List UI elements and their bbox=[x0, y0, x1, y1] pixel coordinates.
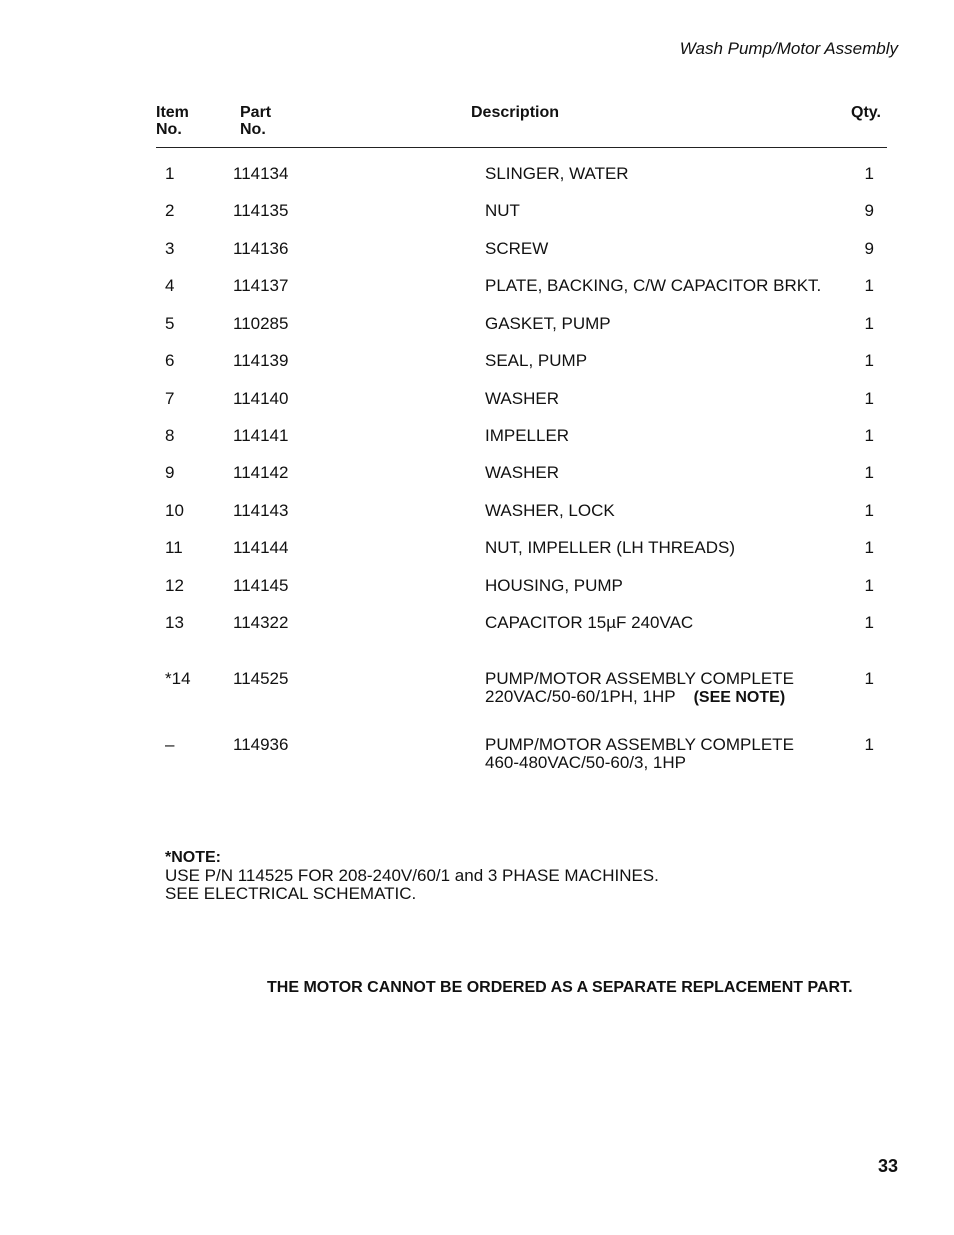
description bbox=[485, 390, 845, 408]
item-number: 7 bbox=[165, 389, 175, 408]
item-number: 6 bbox=[165, 351, 175, 370]
quantity: 9 bbox=[864, 201, 874, 220]
description bbox=[485, 614, 845, 632]
part-number: 114144 bbox=[233, 538, 289, 557]
description-line bbox=[485, 240, 845, 258]
description-text: NUT, IMPELLER (LH THREADS) bbox=[485, 538, 736, 557]
column-header-item-line1: Item bbox=[156, 104, 189, 121]
description bbox=[485, 577, 845, 595]
description-text: 220VAC/50-60/1PH, 1HP bbox=[485, 687, 676, 706]
description bbox=[485, 202, 845, 220]
page-header-title: Wash Pump/Motor Assembly bbox=[679, 39, 898, 58]
item-number: *14 bbox=[165, 669, 191, 688]
description bbox=[485, 427, 845, 445]
description-text: SEAL, PUMP bbox=[485, 351, 588, 370]
part-number: 114143 bbox=[233, 501, 289, 520]
description-line bbox=[485, 502, 845, 520]
part-number: 110285 bbox=[233, 314, 289, 333]
description bbox=[485, 277, 845, 295]
description-line bbox=[485, 352, 845, 370]
column-header-qty: Qty. bbox=[851, 104, 881, 121]
description-text: PUMP/MOTOR ASSEMBLY COMPLETE bbox=[485, 735, 794, 754]
description-text: WASHER bbox=[485, 389, 559, 408]
description bbox=[485, 502, 845, 520]
item-number: 13 bbox=[165, 613, 184, 632]
description-text: NUT bbox=[485, 201, 520, 220]
description-text: SCREW bbox=[485, 239, 549, 258]
description-text: IMPELLER bbox=[485, 426, 570, 445]
description bbox=[485, 670, 845, 707]
quantity: 1 bbox=[864, 276, 874, 295]
part-number: 114135 bbox=[233, 201, 289, 220]
part-number: 114134 bbox=[233, 164, 289, 183]
description bbox=[485, 539, 845, 557]
quantity: 1 bbox=[864, 463, 874, 482]
quantity: 1 bbox=[864, 669, 874, 688]
item-number: 1 bbox=[165, 164, 175, 183]
item-number: 5 bbox=[165, 314, 175, 333]
part-number: 114140 bbox=[233, 389, 289, 408]
part-number: 114142 bbox=[233, 463, 289, 482]
description-line bbox=[485, 754, 845, 772]
description-line bbox=[485, 614, 845, 632]
description-text: PUMP/MOTOR ASSEMBLY COMPLETE bbox=[485, 669, 794, 688]
description-line bbox=[485, 202, 845, 220]
quantity: 1 bbox=[864, 314, 874, 333]
part-number: 114137 bbox=[233, 276, 289, 295]
item-number: 12 bbox=[165, 576, 184, 595]
quantity: 1 bbox=[864, 576, 874, 595]
column-header-item bbox=[156, 104, 189, 138]
description-line bbox=[485, 315, 845, 333]
quantity: 1 bbox=[864, 538, 874, 557]
item-number: 3 bbox=[165, 239, 175, 258]
quantity: 9 bbox=[864, 239, 874, 258]
description bbox=[485, 165, 845, 183]
column-header-part-line2: No. bbox=[240, 121, 266, 138]
description bbox=[485, 464, 845, 482]
item-number: – bbox=[165, 735, 175, 754]
note-block bbox=[165, 849, 659, 903]
quantity: 1 bbox=[864, 164, 874, 183]
description-text: GASKET, PUMP bbox=[485, 314, 611, 333]
quantity: 1 bbox=[864, 389, 874, 408]
page-number: 33 bbox=[877, 1156, 898, 1176]
item-number: 4 bbox=[165, 276, 175, 295]
description-line bbox=[485, 577, 845, 595]
description-line bbox=[485, 390, 845, 408]
see-note-label: (SEE NOTE) bbox=[693, 689, 786, 706]
description-line bbox=[485, 427, 845, 445]
description-line bbox=[485, 670, 845, 688]
part-number: 114141 bbox=[233, 426, 289, 445]
description bbox=[485, 736, 845, 772]
item-number: 11 bbox=[165, 538, 183, 557]
part-number: 114145 bbox=[233, 576, 289, 595]
item-number: 2 bbox=[165, 201, 175, 220]
description-line bbox=[485, 688, 845, 707]
note-label: *NOTE: bbox=[165, 849, 221, 866]
description bbox=[485, 352, 845, 370]
description-text: PLATE, BACKING, C/W CAPACITOR BRKT. bbox=[485, 276, 822, 295]
column-header-part-line1: Part bbox=[240, 104, 272, 121]
description-line bbox=[485, 736, 845, 754]
description bbox=[485, 315, 845, 333]
description-text: WASHER bbox=[485, 463, 559, 482]
quantity: 1 bbox=[864, 351, 874, 370]
note-line: USE P/N 114525 FOR 208-240V/60/1 and 3 PHASE MACHINES. bbox=[165, 866, 659, 885]
description-text: WASHER, LOCK bbox=[485, 501, 615, 520]
description-line bbox=[485, 277, 845, 295]
column-header-part bbox=[240, 104, 271, 138]
description-text: 460-480VAC/50-60/3, 1HP bbox=[485, 753, 686, 772]
item-number: 9 bbox=[165, 463, 175, 482]
quantity: 1 bbox=[864, 501, 874, 520]
description-text: HOUSING, PUMP bbox=[485, 576, 623, 595]
column-header-item-line2: No. bbox=[156, 121, 182, 138]
description-line bbox=[485, 539, 845, 557]
description-text: SLINGER, WATER bbox=[485, 164, 629, 183]
column-header-description: Description bbox=[471, 104, 560, 121]
item-number: 8 bbox=[165, 426, 175, 445]
part-number: 114525 bbox=[233, 669, 289, 688]
quantity: 1 bbox=[864, 613, 874, 632]
description-line bbox=[485, 464, 845, 482]
part-number: 114139 bbox=[233, 351, 289, 370]
replacement-warning: THE MOTOR CANNOT BE ORDERED AS A SEPARATE REPLACEMENT PART. bbox=[267, 979, 853, 996]
description-line bbox=[485, 165, 845, 183]
item-number: 10 bbox=[165, 501, 184, 520]
part-number: 114136 bbox=[233, 239, 289, 258]
header-divider bbox=[156, 147, 887, 148]
note-line: SEE ELECTRICAL SCHEMATIC. bbox=[165, 884, 417, 903]
quantity: 1 bbox=[864, 735, 874, 754]
part-number: 114936 bbox=[233, 735, 289, 754]
part-number: 114322 bbox=[233, 613, 289, 632]
description-text: CAPACITOR 15µF 240VAC bbox=[485, 613, 694, 632]
description bbox=[485, 240, 845, 258]
quantity: 1 bbox=[864, 426, 874, 445]
